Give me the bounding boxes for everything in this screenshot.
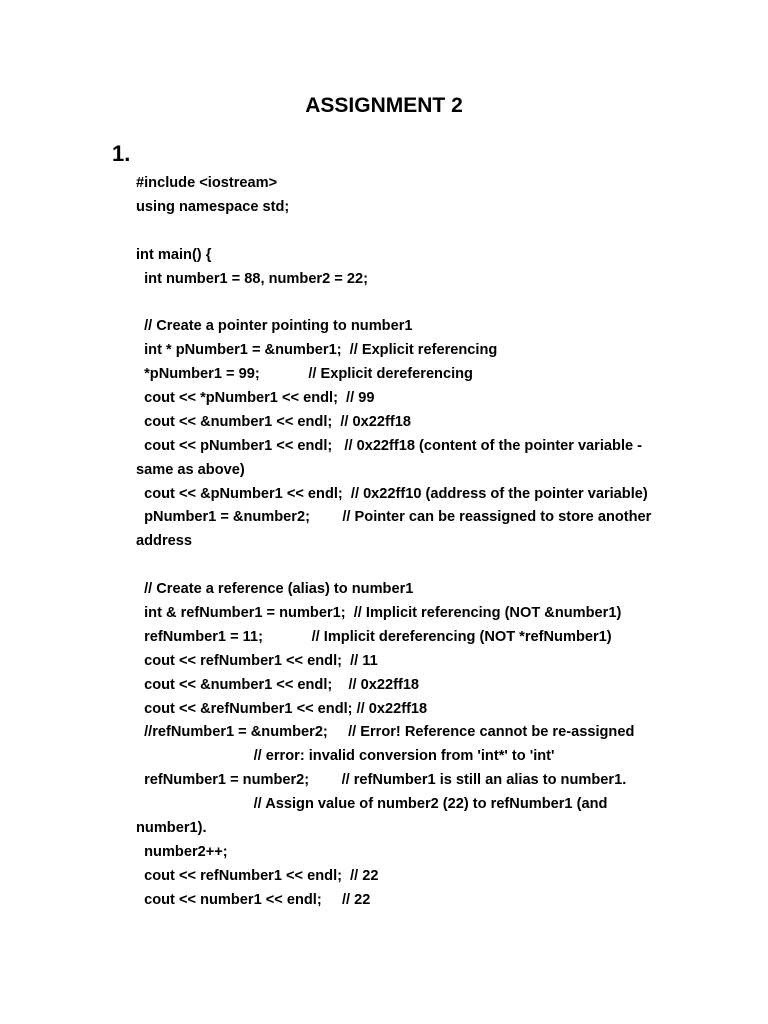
code-line: int * pNumber1 = &number1; // Explicit referencing: [136, 342, 498, 359]
code-line: cout << &number1 << endl; // 0x22ff18: [136, 413, 411, 430]
code-line: cout << *pNumber1 << endl; // 99: [136, 390, 375, 407]
page-title: ASSIGNMENT 2: [305, 94, 463, 117]
code-line: pNumber1 = &number2; // Pointer can be reassigned to store another: [136, 509, 652, 526]
code-line: [136, 291, 696, 315]
code-line: cout << &pNumber1 << endl; // 0x22ff10 (address of the pointer variable): [136, 485, 648, 502]
code-line: // error: invalid conversion from 'int*' to 'int': [136, 748, 555, 765]
code-line: cout << number1 << endl; // 22: [136, 891, 371, 908]
code-line: int main() {: [136, 246, 212, 263]
code-block: [136, 172, 696, 913]
code-line: using namespace std;: [136, 198, 290, 215]
code-line: // Create a pointer pointing to number1: [136, 318, 413, 335]
code-line: [136, 554, 696, 578]
code-line: cout << refNumber1 << endl; // 11: [136, 652, 378, 669]
question-number: 1.: [112, 141, 131, 166]
code-line: cout << refNumber1 << endl; // 22: [136, 867, 379, 884]
code-line: cout << &refNumber1 << endl; // 0x22ff18: [136, 700, 428, 717]
code-line: *pNumber1 = 99; // Explicit dereferencing: [136, 366, 473, 383]
code-line: number2++;: [136, 843, 228, 860]
code-line: [136, 220, 696, 244]
code-line: int number1 = 88, number2 = 22;: [136, 270, 368, 287]
code-line: cout << pNumber1 << endl; // 0x22ff18 (content of the pointer variable -: [136, 437, 643, 454]
code-line: refNumber1 = 11; // Implicit dereferencing (NOT *refNumber1): [136, 628, 612, 645]
code-line: int & refNumber1 = number1; // Implicit referencing (NOT &number1): [136, 605, 622, 622]
code-line: number1).: [136, 820, 207, 837]
code-line: #include <iostream>: [136, 175, 278, 191]
code-line: refNumber1 = number2; // refNumber1 is still an alias to number1.: [136, 772, 627, 789]
code-line: same as above): [136, 461, 245, 478]
code-line: address: [136, 533, 192, 550]
code-line: // Create a reference (alias) to number1: [136, 581, 414, 598]
code-line: //refNumber1 = &number2; // Error! Reference cannot be re-assigned: [136, 724, 635, 741]
code-line: // Assign value of number2 (22) to refNumber1 (and: [136, 796, 608, 813]
code-line: cout << &number1 << endl; // 0x22ff18: [136, 676, 420, 693]
